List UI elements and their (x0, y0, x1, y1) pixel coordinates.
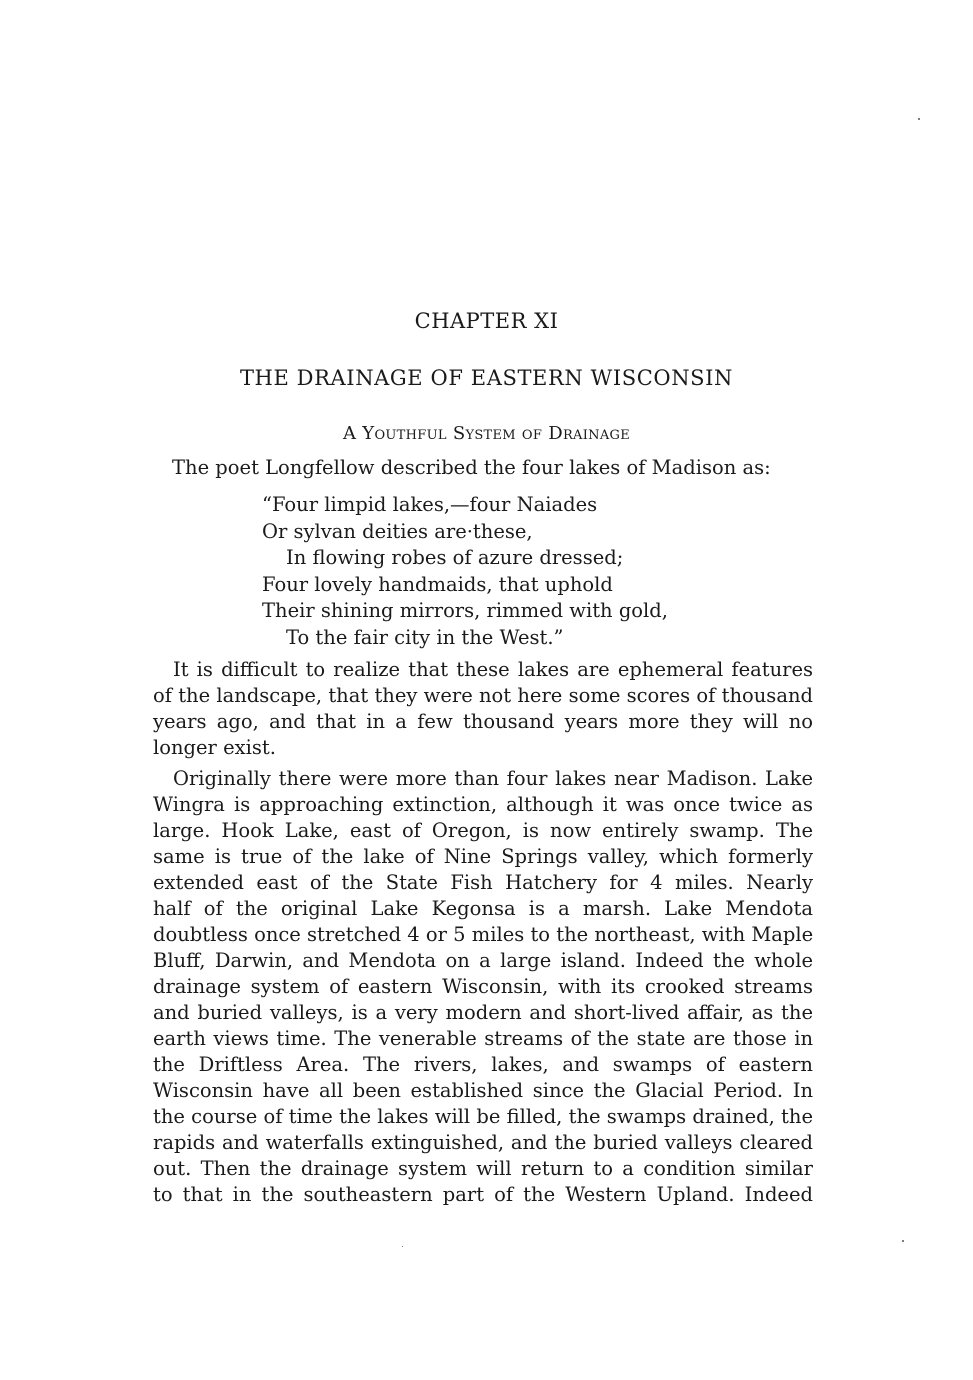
section-heading: A Youthful System of Drainage (342, 423, 631, 444)
chapter-title: THE DRAINAGE OF EASTERN WISCONSIN (239, 366, 734, 390)
paragraph-line: Bluff, Darwin, and Mendota on a large island. Indeed the whole (153, 949, 813, 972)
poem-line: “Four limpid lakes,—four Naiades (262, 493, 598, 516)
paragraph-line: of the landscape, that they were not here some scores of thousand (153, 684, 813, 707)
paragraph-line: rapids and waterfalls extinguished, and the buried valleys cleared (153, 1131, 813, 1154)
paragraph-line: to that in the southeastern part of the Western Upland. Indeed (153, 1183, 813, 1206)
body-paragraph-2 (153, 766, 813, 1208)
paragraph-line: the course of time the lakes will be filled, the swamps drained, the (153, 1105, 813, 1128)
paragraph-line: years ago, and that in a few thousand years more they will no (153, 710, 813, 733)
poem-line: To the fair city in the West.” (286, 625, 564, 649)
poem-line: Four lovely handmaids, that uphold (262, 572, 613, 596)
paragraph-line: Originally there were more than four lakes near Madison. Lake (173, 767, 813, 790)
paragraph-line: It is difficult to realize that these lakes are ephemeral features (173, 658, 813, 681)
print-speck (902, 1240, 904, 1242)
poem-line: In flowing robes of azure dressed; (286, 546, 624, 569)
paragraph-line: and buried valleys, is a very modern and short-lived affair, as the (153, 1001, 813, 1024)
paragraph-line: longer exist. (153, 736, 276, 759)
body-paragraph-1 (153, 657, 813, 761)
paragraph-line: extended east of the State Fish Hatchery for 4 miles. Nearly (153, 871, 813, 894)
paragraph-line: doubtless once stretched 4 or 5 miles to the northeast, with Maple (153, 923, 814, 946)
intro-sentence: The poet Longfellow described the four lakes of Madison as: (172, 456, 771, 479)
paragraph-line: same is true of the lake of Nine Springs valley, which formerly (153, 845, 813, 868)
poem-quote (262, 492, 668, 651)
print-speck (918, 118, 920, 120)
chapter-label: CHAPTER XI (414, 309, 559, 333)
poem-line: Or sylvan deities are·these, (262, 519, 533, 543)
poem-line: Their shining mirrors, rimmed with gold, (262, 599, 668, 622)
paragraph-line: Wingra is approaching extinction, although it was once twice as (153, 793, 813, 816)
paragraph-line: Wisconsin have all been established since the Glacial Period. In (153, 1079, 813, 1102)
paragraph-line: drainage system of eastern Wisconsin, with its crooked streams (153, 975, 813, 998)
paragraph-line: earth views time. The venerable streams of the state are those in (153, 1027, 813, 1050)
paragraph-line: out. Then the drainage system will return to a condition similar (153, 1157, 813, 1180)
print-speck (402, 1246, 403, 1247)
paragraph-line: half of the original Lake Kegonsa is a marsh. Lake Mendota (153, 897, 813, 920)
paragraph-line: the Driftless Area. The rivers, lakes, and swamps of eastern (153, 1053, 813, 1076)
paragraph-line: large. Hook Lake, east of Oregon, is now entirely swamp. The (153, 819, 813, 842)
